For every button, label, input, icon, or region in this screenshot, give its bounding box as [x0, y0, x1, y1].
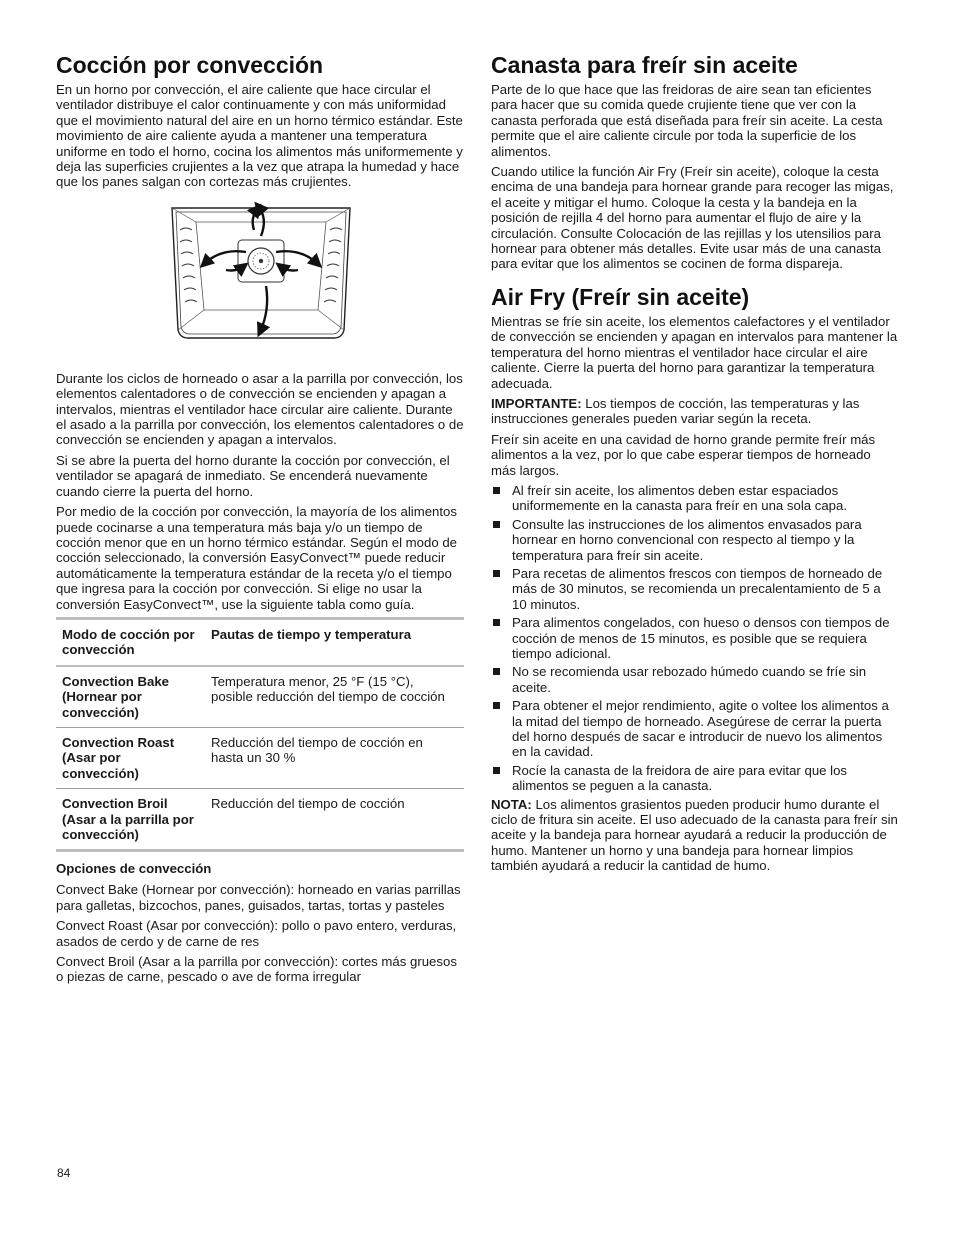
air-fry-tips-list [491, 483, 899, 794]
right-column [491, 50, 899, 879]
section-title-convection: Cocción por convección [56, 52, 324, 78]
table-cell-mode: Convection Roast (Asar por convección) [62, 734, 175, 781]
easyconvect-paragraph: Por medio de la cocción por convección, la mayoría de los alimentos puede cocinarse a una temperatura más baja y/o un tiempo de cocción menor que en un horno térmico estándar. Según el modo de cocción seleccionado, la conversión EasyConvect™ puede reducir automáticamente la temperatura estándar de la receta y/o el tiempo que ingresa para la cocción por convección. Si elige no usar la conversión EasyConvect™, use la siguiente tabla como guía. [56, 504, 458, 612]
large-cavity-paragraph: Freír sin aceite en una cavidad de horno grande permite freír más alimentos a la vez, por lo que cabe esperar tiempos de horneado más largos. [491, 431, 876, 478]
table-row [56, 666, 464, 728]
air-fry-paragraph: Mientras se fríe sin aceite, los elementos calefactores y el ventilador de convección se encienden y apagan en intervalos para mantener la temperatura del horno mientras el ventilador hace circular el aire caliente. Cierre la puerta del horno para garantizar la temperatura adecuada. [491, 313, 898, 391]
table-row [56, 789, 464, 851]
basket-paragraph-1: Parte de lo que hace que las freidoras de aire sean tan eficientes para hacer que su comida quede crujiente tiene que ver con la canasta perforada que está diseñada para freír sin aceite. La cesta permite que el aire caliente circule por toda la superficie de los alimentos. [491, 82, 883, 159]
list-item: No se recomienda usar rebozado húmedo cuando se fríe sin aceite. [491, 664, 899, 695]
table-header-guide: Pautas de tiempo y temperatura [211, 626, 412, 642]
smoke-note [491, 797, 899, 874]
important-note [491, 396, 899, 427]
important-text: Los tiempos de cocción, las temperaturas y las instrucciones generales pueden variar según la receta. [491, 395, 860, 427]
door-open-paragraph: Si se abre la puerta del horno durante la cocción por convección, el ventilador se apagará de inmediato. Se encenderá nuevamente cuando cierre la puerta del horno. [56, 452, 450, 499]
table-cell-mode: Convection Bake (Hornear por convección) [62, 673, 169, 720]
convection-guide-table [56, 617, 464, 852]
basket-paragraph-2: Cuando utilice la función Air Fry (Freír sin aceite), coloque la cesta encima de una bandeja para hornear grande para recoger las migas, el aceite y mitigar el humo. Coloque la cesta y la bandeja en la posición de rejilla 4 del horno para aumentar el flujo de aire y la circulación. Consulte Colocación de las rejillas y los utensilios para hornear para obtener más detalles. Evite usar más de una canasta para evitar que los alimentos se cocinen de forma dispareja. [491, 164, 894, 272]
table-cell-guide: Reducción del tiempo de cocción [211, 796, 405, 812]
oven-convection-fan-diagram-icon [166, 200, 356, 345]
option-convect-roast: Convect Roast (Asar por convección): pollo o pavo entero, verduras, asados de cerdo y de carne de res [56, 918, 457, 949]
convection-cycles-paragraph: Durante los ciclos de horneado o asar a la parrilla por convección, los elementos calentadores o de convección se encienden y apagan a intervalos, mientras el ventilador hace circular aire caliente. Durante el asado a la parrilla por convección, los elementos calentadores o de convección se encienden y apagan a intervalos. [56, 370, 464, 448]
list-item: Para recetas de alimentos frescos con tiempos de horneado de más de 30 minutos, se recomienda un precalentamiento de 5 a 10 minutos. [491, 566, 899, 612]
table-header-mode: Modo de cocción por convección [62, 626, 195, 658]
list-item: Para obtener el mejor rendimiento, agite o voltee los alimentos a la mitad del tiempo de horneado. Asegúrese de cerrar la puerta del horno después de sacar e introducir de nuevo los alimentos en la cavidad. [491, 698, 899, 760]
intro-paragraph: En un horno por convección, el aire caliente que hace circular el ventilador distribuye el calor continuamente y con más uniformidad que el movimiento natural del aire en un horno térmico estándar. Este movimiento de aire caliente ayuda a mantener una temperatura uniforme en todo el horno, cocina los alimentos más uniformemente y deja las superficies crujientes a la vez que atrapa la humedad y hace que los panes salgan con cortezas más crujientes. [56, 82, 463, 190]
option-convect-bake: Convect Bake (Hornear por convección): horneado en varias parrillas para galletas, bizcochos, panes, guisados, tartas, tortas y pasteles [56, 882, 461, 913]
list-item: Rocíe la canasta de la freidora de aire para evitar que los alimentos se peguen a la canasta. [491, 763, 899, 794]
list-item: Consulte las instrucciones de los alimentos envasados para hornear en horno convencional con respecto al tiempo y la temperatura para freír sin aceite. [491, 517, 899, 563]
convection-options-heading: Opciones de convección [56, 861, 212, 877]
option-convect-broil: Convect Broil (Asar a la parrilla por convección): cortes más gruesos o piezas de carne, pescado o ave de forma irregular [56, 954, 457, 985]
important-label: IMPORTANTE: [491, 395, 582, 411]
note-label: NOTA: [491, 796, 532, 812]
list-item: Al freír sin aceite, los alimentos deben estar espaciados uniformemente en la canasta para freír en una sola capa. [491, 483, 899, 514]
section-title-basket: Canasta para freír sin aceite [491, 52, 798, 78]
section-title-air-fry: Air Fry (Freír sin aceite) [491, 283, 750, 310]
left-column [56, 50, 464, 990]
list-item: Para alimentos congelados, con hueso o densos con tiempos de cocción de menos de 15 minutos, es posible que se requiera tiempo adicional. [491, 615, 899, 661]
table-header-row [56, 618, 464, 665]
table-row [56, 727, 464, 788]
note-text: Los alimentos grasientos pueden producir humo durante el ciclo de fritura sin aceite. El uso adecuado de la canasta para freír sin aceite y la bandeja para hornear ayudará a reducir la producción de humo. Mantener un horno y una bandeja para hornear limpios también ayudará a reducir la cantidad de humo. [491, 796, 898, 874]
page-number: 84 [57, 1166, 71, 1180]
table-cell-mode: Convection Broil (Asar a la parrilla por convección) [62, 796, 194, 842]
table-cell-guide: Temperatura menor, 25 °F (15 °C), posible reducción del tiempo de cocción [211, 673, 445, 705]
table-cell-guide: Reducción del tiempo de cocción en hasta un 30 % [211, 734, 423, 766]
